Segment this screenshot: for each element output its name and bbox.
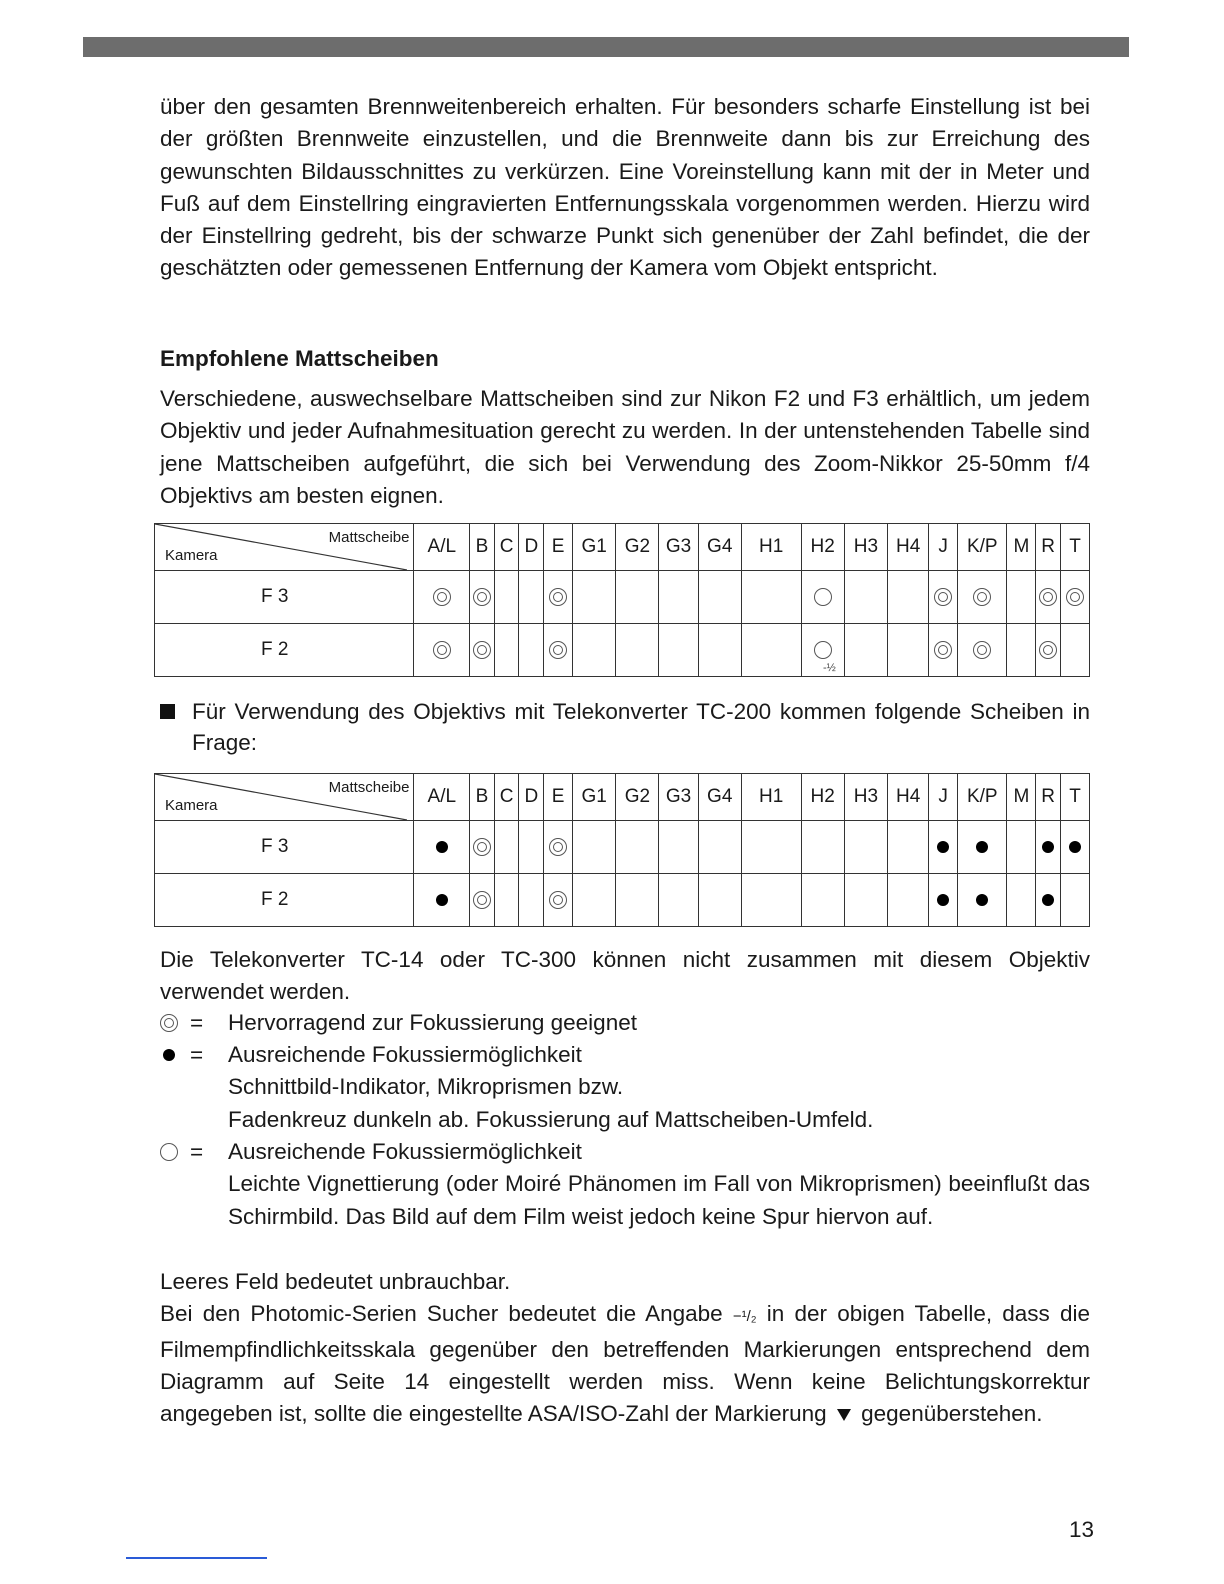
screen-cell (494, 624, 519, 677)
table-row (155, 624, 1090, 677)
double-circle-icon (549, 641, 567, 659)
screen-cell (844, 571, 887, 624)
double-circle-icon (473, 641, 491, 659)
screen-cell (1061, 571, 1090, 624)
screen-cell (519, 821, 544, 874)
filled-dot-icon (934, 891, 952, 909)
column-header: K/P (958, 524, 1007, 571)
photomic-text-1: Bei den Photomic-Serien Sucher bedeutet die Angabe (160, 1301, 733, 1327)
column-header: T (1061, 524, 1090, 571)
screen-cell (659, 874, 698, 927)
screen-cell (801, 874, 844, 927)
screen-cell (1061, 821, 1090, 874)
column-header: G3 (659, 774, 698, 821)
column-header: B (470, 524, 495, 571)
column-header: G3 (659, 524, 698, 571)
header-corner-cell (155, 774, 414, 821)
screen-cell (741, 874, 801, 927)
section-paragraph: Verschiedene, auswechselbare Mattscheiben sind zur Nikon F2 und F3 erhältlich, um jedem Objektiv und jeder Aufnahmesituation gerecht zu werden. In der untenstehenden Tabelle sind jene Mattscheiben aufgeführt, die sich bei Verwendung des Zoom-Nikkor 25-50mm f/4 Objektivs am besten eignen. (160, 386, 1090, 508)
filled-dot-icon (1039, 891, 1057, 909)
open-circle-icon (160, 1143, 178, 1161)
screen-cell (414, 571, 470, 624)
intro-paragraph: über den gesamten Brennweitenbereich erhalten. Für besonders scharfe Einstellung ist bei der größten Brennweite einzustellen, und die Brennweite dann bis zur Erreichung des gewunschten Bildausschnittes zu verkürzen. Eine Voreinstellung kann mit der in Meter und Fuß auf dem Einstellring eingravierten Entfernungsskala vorgenommen werden. Hierzu wird der Einstellring gedreht, bis der schwarze Punkt sich genenüber der Zahl befindet, die der geschätzten oder gemessenen Entfernung der Kamera vom Objekt entspricht. (160, 94, 1090, 281)
double-circle-icon (473, 588, 491, 606)
double-circle-icon (433, 588, 451, 606)
screen-cell (1007, 874, 1036, 927)
screen-cell (659, 571, 698, 624)
double-circle-icon (549, 891, 567, 909)
double-circle-icon (1039, 588, 1057, 606)
converter-paragraph: Die Telekonverter TC-14 oder TC-300 können nicht zusammen mit diesem Objektiv verwendet werden. (160, 947, 1090, 1005)
screen-cell (616, 874, 659, 927)
screen-cell (844, 821, 887, 874)
top-bar (83, 37, 1129, 57)
open-circle-icon (814, 641, 832, 659)
table-row (155, 874, 1090, 927)
legend-item (160, 1007, 1090, 1039)
screen-cell (519, 624, 544, 677)
empty-field-note: Leeres Feld bedeutet unbrauchbar. (160, 1269, 511, 1294)
bullet-square-icon (160, 704, 175, 719)
tc200-note (160, 696, 1090, 758)
column-header: D (519, 774, 544, 821)
double-circle-icon (160, 1014, 178, 1032)
screen-cell (698, 624, 741, 677)
screen-cell (741, 571, 801, 624)
column-header: A/L (414, 774, 470, 821)
screen-cell (616, 624, 659, 677)
screen-cell (888, 571, 929, 624)
screen-cell (659, 624, 698, 677)
screen-cell (1007, 571, 1036, 624)
kamera-label: Kamera (165, 797, 218, 814)
screen-cell (1036, 874, 1061, 927)
screen-cell (573, 821, 616, 874)
camera-cell: F 3 (155, 821, 414, 874)
screen-cell (519, 874, 544, 927)
filled-dot-icon (160, 1046, 178, 1064)
column-header: K/P (958, 774, 1007, 821)
table-row (155, 821, 1090, 874)
screen-cell (1061, 874, 1090, 927)
screen-table-1 (154, 523, 1090, 677)
legend-equals: = (190, 1042, 204, 1067)
closing-paragraph (160, 1266, 1090, 1430)
column-header: R (1036, 774, 1061, 821)
h2-correction-note: -½ (822, 662, 836, 674)
column-header: C (494, 524, 519, 571)
screen-cell (929, 821, 958, 874)
screen-cell (494, 874, 519, 927)
screen-cell (1007, 624, 1036, 677)
screen-cell (741, 821, 801, 874)
column-header: A/L (414, 524, 470, 571)
double-circle-icon (973, 588, 991, 606)
column-header: J (929, 774, 958, 821)
column-header: G4 (698, 774, 741, 821)
screen-cell (1036, 624, 1061, 677)
screen-cell (573, 571, 616, 624)
legend-text: Leichte Vignettierung (oder Moiré Phänomen im Fall von Mikroprismen) beeinflußt das Schirmbild. Das Bild auf dem Film weist jedoch keine Spur hiervon auf. (228, 1171, 1090, 1229)
double-circle-icon (934, 641, 952, 659)
legend-text: Ausreichende Fokussiermöglichkeit (228, 1042, 582, 1067)
table-header-row (155, 524, 1090, 571)
screen-cell (414, 624, 470, 677)
screen-cell (494, 821, 519, 874)
column-header: H4 (888, 774, 929, 821)
column-header: E (544, 524, 573, 571)
legend-equals: = (190, 1139, 204, 1164)
screen-cell (544, 571, 573, 624)
screen-cell (1007, 821, 1036, 874)
screen-cell (741, 624, 801, 677)
screen-cell (698, 571, 741, 624)
double-circle-icon (1039, 641, 1057, 659)
screen-cell (470, 571, 495, 624)
screen-cell (414, 821, 470, 874)
screen-cell (958, 821, 1007, 874)
screen-cell (698, 821, 741, 874)
screen-cell (801, 624, 844, 677)
filled-dot-icon (934, 838, 952, 856)
camera-cell: F 2 (155, 874, 414, 927)
screen-cell (929, 571, 958, 624)
page-number: 13 (1068, 1517, 1094, 1542)
camera-cell: F 3 (155, 571, 414, 624)
link-underline (126, 1557, 267, 1559)
filled-dot-icon (973, 838, 991, 856)
column-header: C (494, 774, 519, 821)
mattscheibe-label: Mattscheibe (328, 779, 410, 796)
screen-cell (544, 874, 573, 927)
column-header: G4 (698, 524, 741, 571)
screen-cell (616, 821, 659, 874)
filled-dot-icon (433, 891, 451, 909)
screen-cell (470, 821, 495, 874)
screen-cell (888, 821, 929, 874)
column-header: G2 (616, 524, 659, 571)
column-header: H2 (801, 774, 844, 821)
screen-cell (519, 571, 544, 624)
legend-text: Hervorragend zur Fokussierung geeignet (228, 1010, 637, 1035)
column-header: H2 (801, 524, 844, 571)
screen-cell (888, 874, 929, 927)
screen-cell (801, 821, 844, 874)
column-header: H4 (888, 524, 929, 571)
screen-table-2 (154, 773, 1090, 927)
section-heading: Empfohlene Mattscheiben (160, 346, 439, 371)
column-header: H3 (844, 524, 887, 571)
photomic-text-3: gegenüberstehen. (854, 1401, 1043, 1427)
screen-cell (958, 874, 1007, 927)
screen-cell (659, 821, 698, 874)
screen-cell (616, 571, 659, 624)
open-circle-icon (814, 588, 832, 606)
screen-cell (573, 624, 616, 677)
double-circle-icon (549, 588, 567, 606)
column-header: H1 (741, 774, 801, 821)
legend-equals: = (190, 1010, 204, 1035)
legend-item (160, 1136, 1090, 1233)
screen-cell (958, 624, 1007, 677)
screen-cell (470, 624, 495, 677)
screen-cell (544, 821, 573, 874)
screen-cell (544, 624, 573, 677)
column-header: H3 (844, 774, 887, 821)
photomic-text-2: in der obigen Tabelle, dass die Filmempfindlichkeitsskala gegenüber den betreffenden Markierungen entsprechend dem Diagramm auf Seite 14 eingestellt werden miss. Wenn keine Belichtungskorrektur angegeben ist, sollte die eingestellte ASA/ISO-Zahl der Markierung (160, 1301, 1090, 1427)
column-header: E (544, 774, 573, 821)
legend-item (160, 1039, 1090, 1136)
column-header: M (1007, 524, 1036, 571)
filled-dot-icon (1039, 838, 1057, 856)
column-header: T (1061, 774, 1090, 821)
filled-dot-icon (973, 891, 991, 909)
legend-text: Fadenkreuz dunkeln ab. Fokussierung auf Mattscheiben-Umfeld. (228, 1106, 874, 1132)
column-header: D (519, 524, 544, 571)
fraction-value: −¹/₂ (732, 1308, 757, 1326)
screen-cell (844, 874, 887, 927)
column-header: J (929, 524, 958, 571)
column-header: B (470, 774, 495, 821)
screen-cell (1036, 821, 1061, 874)
screen-cell (1036, 571, 1061, 624)
screen-cell (929, 624, 958, 677)
column-header: G1 (573, 524, 616, 571)
screen-cell (844, 624, 887, 677)
double-circle-icon (1066, 588, 1084, 606)
column-header: G2 (616, 774, 659, 821)
legend-text: Ausreichende Fokussiermöglichkeit (228, 1139, 582, 1164)
screen-cell (494, 571, 519, 624)
header-corner-cell (155, 524, 414, 571)
table-header-row (155, 774, 1090, 821)
double-circle-icon (973, 641, 991, 659)
kamera-label: Kamera (165, 547, 218, 564)
screen-cell (1061, 624, 1090, 677)
filled-dot-icon (1066, 838, 1084, 856)
tc200-note-text: Für Verwendung des Objektivs mit Telekonverter TC-200 kommen folgende Scheiben in Frage: (192, 699, 1090, 755)
legend-text: Schnittbild-Indikator, Mikroprismen bzw. (228, 1074, 624, 1100)
double-circle-icon (473, 838, 491, 856)
screen-cell (414, 874, 470, 927)
filled-dot-icon (433, 838, 451, 856)
column-header: G1 (573, 774, 616, 821)
double-circle-icon (934, 588, 952, 606)
screen-cell (698, 874, 741, 927)
screen-cell (958, 571, 1007, 624)
screen-cell (801, 571, 844, 624)
triangle-marker-icon (837, 1409, 851, 1421)
column-header: M (1007, 774, 1036, 821)
screen-cell (573, 874, 616, 927)
column-header: R (1036, 524, 1061, 571)
screen-cell (888, 624, 929, 677)
table-row (155, 571, 1090, 624)
camera-cell: F 2 (155, 624, 414, 677)
double-circle-icon (549, 838, 567, 856)
screen-cell (929, 874, 958, 927)
double-circle-icon (473, 891, 491, 909)
column-header: H1 (741, 524, 801, 571)
double-circle-icon (433, 641, 451, 659)
screen-cell (470, 874, 495, 927)
mattscheibe-label: Mattscheibe (328, 529, 410, 546)
